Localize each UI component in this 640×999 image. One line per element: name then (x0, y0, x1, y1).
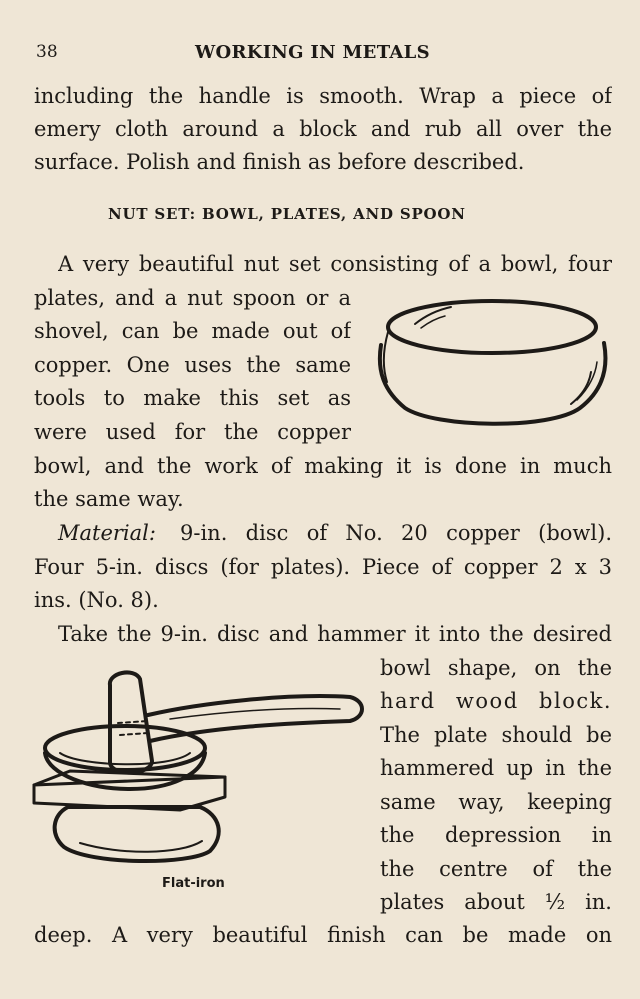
text-line: plates about ½ in. (380, 890, 612, 914)
text-line: were used for the copper (34, 420, 351, 444)
text-line: plates, and a nut spoon or a (34, 286, 351, 310)
material-label: Material: (58, 521, 156, 545)
material-line (58, 520, 612, 546)
text-line: hammered up in the (380, 756, 612, 780)
text-line: bowl, and the work of making it is done in much (34, 454, 612, 478)
figure-caption: Flat-iron (162, 876, 225, 891)
text-line: surface. Polish and finish as before described. (34, 150, 525, 174)
text-line: Take the 9-in. disc and hammer it into the desired (58, 622, 612, 646)
text-line: including the handle is smooth. Wrap a piece of (34, 84, 612, 108)
text-line: emery cloth around a block and rub all over the (34, 117, 612, 141)
material-text: 9-in. disc of No. 20 copper (bowl). (180, 521, 612, 545)
hammer-on-flat-iron-drawing-icon (30, 665, 365, 875)
running-title: WORKING IN METALS (195, 42, 430, 63)
text-line: the depression in (380, 823, 612, 847)
text-line: hard wood block. (380, 689, 612, 713)
text-line: deep. A very beautiful finish can be made on (34, 923, 612, 947)
page-number: 38 (36, 42, 58, 62)
text-line: copper. One uses the same (34, 353, 351, 377)
text-line: shovel, can be made out of (34, 319, 351, 343)
text-line: A very beautiful nut set consisting of a bowl, four (58, 252, 612, 276)
section-heading: NUT SET: BOWL, PLATES, AND SPOON (108, 205, 466, 223)
page-header (0, 42, 640, 72)
text-line: ins. (No. 8). (34, 588, 159, 612)
text-line: tools to make this set as (34, 386, 351, 410)
text-line: Four 5-in. discs (for plates). Piece of copper 2 x 3 (34, 555, 612, 579)
copper-bowl-drawing-icon (375, 290, 610, 440)
text-line: bowl shape, on the (380, 656, 612, 680)
text-line: The plate should be (380, 723, 612, 747)
text-line: the centre of the (380, 857, 612, 881)
text-line: the same way. (34, 487, 184, 511)
text-line: same way, keeping (380, 790, 612, 814)
